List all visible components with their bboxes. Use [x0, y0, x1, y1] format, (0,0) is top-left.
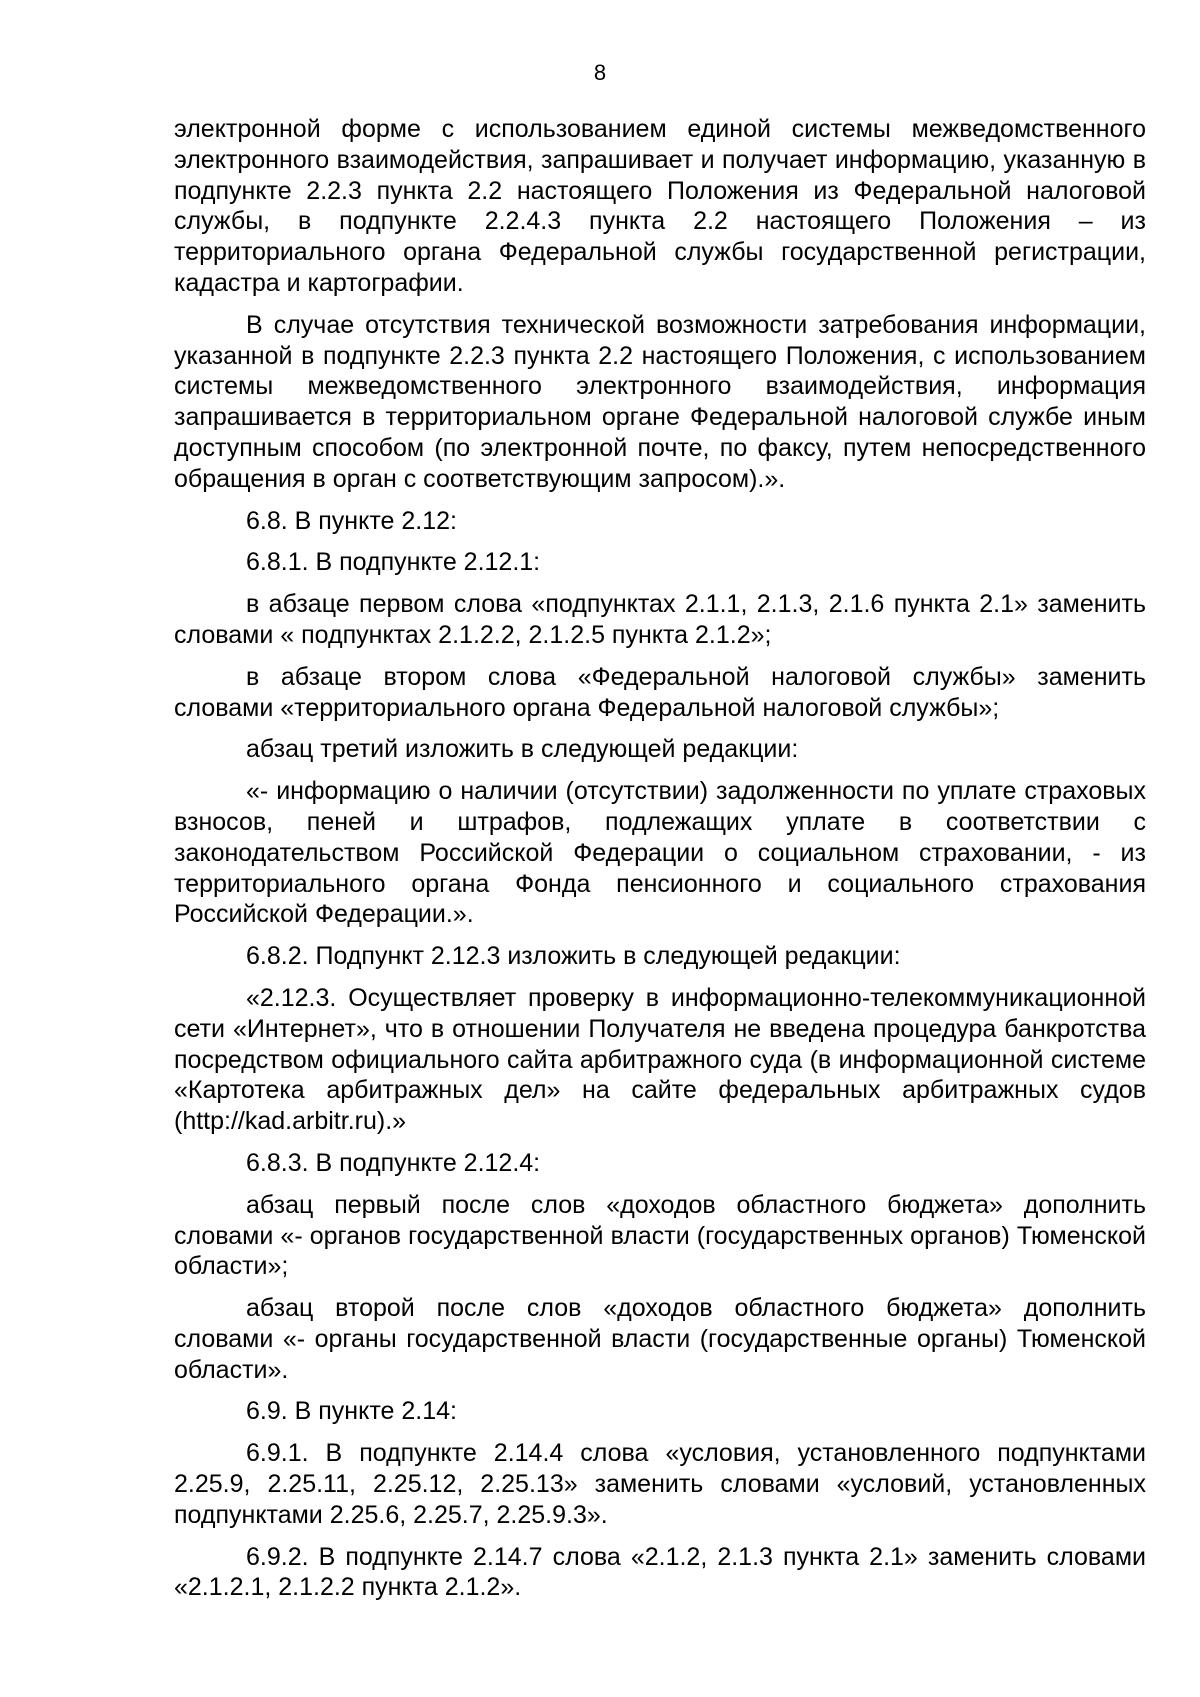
- paragraph-third-abzac-intro: абзац третий изложить в следующей редакции:: [246, 735, 799, 764]
- paragraph-item-6-9: 6.9. В пункте 2.14:: [246, 1397, 457, 1426]
- paragraph-first-abzac-change: в абзаце первом слова «подпунктах 2.1.1, 2.1.3, 2.1.6 пункта 2.1» заменить словами « подпунктах 2.1.2.2, 2.1.2.5 пункта 2.1.2»;: [174, 590, 1146, 649]
- page-number: 8: [593, 60, 607, 85]
- paragraph-third-abzac-text: «- информацию о наличии (отсутствии) задолженности по уплате страховых взносов, пеней и штрафов, подлежащих уплате в соответствии с законодательством Российской Федерации о социальном страховании, - из территориального органа Фонда пенсионного и социального страхования Российской Федерации.».: [174, 777, 1146, 929]
- paragraph-item-2-12-3-text: «2.12.3. Осуществляет проверку в информационно-телекоммуникационной сети «Интернет», что в отношении Получателя не введена процедура банкротства посредством официального сайта арбитражного суда (в информационной системе «Картотека арбитражных дел» на сайте федеральных арбитражных судов (http://kad.arbitr.ru).»: [174, 983, 1146, 1136]
- paragraph-item-6-8-1: 6.8.1. В подпункте 2.12.1:: [246, 548, 541, 577]
- document-body: [174, 114, 1146, 1614]
- paragraph-second-abzac-addition: абзац второй после слов «доходов областного бюджета» дополнить словами «- органы государственной власти (государственные органы) Тюменской области».: [174, 1294, 1146, 1384]
- paragraph-no-technical-possibility: В случае отсутствия технической возможности затребования информации, указанной в подпункте 2.2.3 пункта 2.2 настоящего Положения, с использованием системы межведомственного электронного взаимодействия, информация запрашивается в территориальном органе Федеральной налоговой службе иным доступным способом (по электронной почте, по факсу, путем непосредственного обращения в орган с соответствующим запросом).».: [174, 310, 1146, 493]
- paragraph-item-6-8-2: 6.8.2. Подпункт 2.12.3 изложить в следующей редакции:: [246, 942, 901, 971]
- paragraph-second-abzac-change: в абзаце втором слова «Федеральной налоговой службы» заменить словами «территориального органа Федеральной налоговой службы»;: [174, 662, 1146, 722]
- paragraph-item-6-9-1: 6.9.1. В подпункте 2.14.4 слова «условия, установленного подпунктами 2.25.9, 2.25.11, 2.25.12, 2.25.13» заменить словами «условий, установленных подпунктами 2.25.6, 2.25.7, 2.25.9.3».: [174, 1439, 1146, 1529]
- paragraph-item-6-9-2: 6.9.2. В подпункте 2.14.7 слова «2.1.2, 2.1.3 пункта 2.1» заменить словами «2.1.2.1, 2.1.2.2 пункта 2.1.2».: [174, 1542, 1146, 1602]
- paragraph-first-abzac-addition: абзац первый после слов «доходов областного бюджета» дополнить словами «- органов государственной власти (государственных органов) Тюменской области»;: [174, 1190, 1146, 1281]
- paragraph-item-6-8-3: 6.8.3. В подпункте 2.12.4:: [246, 1148, 541, 1177]
- paragraph-continuation: электронной форме с использованием единой системы межведомственного электронного взаимодействия, запрашивает и получает информацию, указанную в подпункте 2.2.3 пункта 2.2 настоящего Положения из Федеральной налоговой службы, в подпункте 2.2.4.3 пункта 2.2 настоящего Положения – из территориального органа Федеральной службы государственной регистрации, кадастра и картографии.: [174, 115, 1146, 297]
- paragraph-item-6-8: 6.8. В пункте 2.12:: [246, 506, 457, 535]
